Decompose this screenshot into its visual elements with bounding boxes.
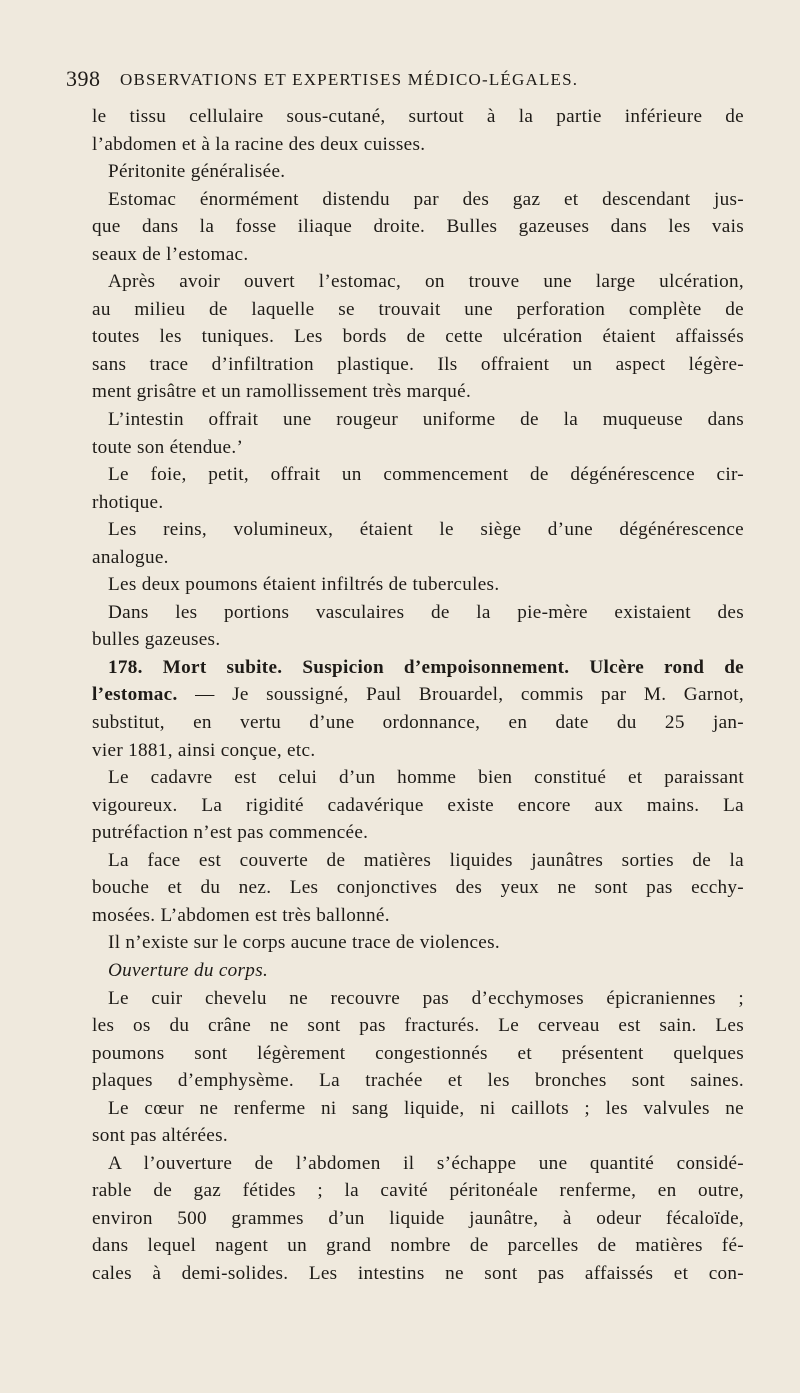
page-number: 398 [66, 66, 101, 91]
text-line: le tissu cellulaire sous-cutané, surtout à la partie inférieure de [92, 106, 744, 127]
text-line: ment grisâtre et un ramollissement très marqué. [92, 381, 472, 403]
text-line: seaux de l’estomac. [92, 243, 249, 265]
text-line: Les reins, volumineux, étaient le siège d’une dégénérescence [108, 519, 744, 541]
text-line [92, 681, 744, 709]
text-line: Dans les portions vasculaires de la pie-mère existaient des [108, 601, 744, 623]
text-line: dans lequel nagent un grand nombre de parcelles de matières fé- [92, 1235, 744, 1257]
text-line: substitut, en vertu d’une ordonnance, en date du 25 jan- [92, 712, 744, 734]
text-line: bouche et du nez. Les conjonctives des yeux ne sont pas ecchy- [92, 877, 744, 899]
text-line: plaques d’emphysème. La trachée et les bronches sont saines. [92, 1070, 744, 1092]
text-line: L’intestin offrait une rougeur uniforme de la muqueuse dans [108, 409, 744, 431]
body-text [92, 103, 744, 1288]
case-heading [92, 654, 744, 682]
text-line: Les deux poumons étaient infiltrés de tubercules. [108, 574, 500, 596]
text-line: Péritonite généralisée. [108, 161, 286, 183]
text-line: La face est couverte de matières liquides jaunâtres sorties de la [108, 849, 744, 871]
text-line: mosées. L’abdomen est très ballonné. [92, 904, 390, 926]
text-line: Il n’existe sur le corps aucune trace de violences. [108, 932, 500, 954]
text-line: Après avoir ouvert l’estomac, on trouve une large ulcération, [108, 271, 744, 293]
case-intro: — Je soussigné, Paul Brouardel, commis par M. Garnot, [177, 684, 744, 706]
section-heading: Ouverture du corps. [108, 959, 269, 981]
text-line: l’abdomen et à la racine des deux cuisses. [92, 133, 426, 155]
text-line: putréfaction n’est pas commencée. [92, 822, 369, 844]
case-title: Mort subite. Suspicion d’empoisonnement. Ulcère rond de [162, 656, 744, 678]
text-line: poumons sont légèrement congestionnés et présentent quelques [92, 1042, 744, 1064]
running-title: OBSERVATIONS ET EXPERTISES MÉDICO-LÉGALES. [120, 70, 579, 89]
text-line: cales à demi-solides. Les intestins ne sont pas affaissés et con- [92, 1262, 744, 1284]
text-line: sont pas altérées. [92, 1125, 228, 1147]
case-title-end: l’estomac. [92, 684, 178, 706]
text-line: sans trace d’infiltration plastique. Ils offraient un aspect légère- [92, 353, 744, 375]
text-line: que dans la fosse iliaque droite. Bulles gazeuses dans les vais [92, 216, 744, 238]
text-line: environ 500 grammes d’un liquide jaunâtre, à odeur fécaloïde, [92, 1207, 744, 1229]
text-line: Le foie, petit, offrait un commencement de dégénérescence cir- [108, 464, 744, 486]
text-line: vier 1881, ainsi conçue, etc. [92, 739, 316, 761]
text-line: Le cœur ne renferme ni sang liquide, ni caillots ; les valvules ne [108, 1097, 744, 1119]
text-line: Le cuir chevelu ne recouvre pas d’ecchymoses épicraniennes ; [108, 987, 744, 1009]
page-header [0, 60, 800, 100]
text-line: analogue. [92, 546, 169, 568]
text-line: toute son étendue.’ [92, 436, 244, 458]
text-line: Estomac énormément distendu par des gaz et descendant jus- [108, 188, 744, 210]
text-line: vigoureux. La rigidité cadavérique existe encore aux mains. La [92, 794, 744, 816]
text-line: A l’ouverture de l’abdomen il s’échappe une quantité considé- [108, 1152, 744, 1174]
text-line: les os du crâne ne sont pas fracturés. Le cerveau est sain. Les [92, 1015, 744, 1037]
case-number: 178. [108, 656, 143, 678]
text-line: rable de gaz fétides ; la cavité péritonéale renferme, en outre, [92, 1180, 744, 1202]
text-line: au milieu de laquelle se trouvait une perforation complète de [92, 298, 744, 320]
text-line: rhotique. [92, 491, 164, 513]
text-line: Le cadavre est celui d’un homme bien constitué et paraissant [108, 767, 744, 789]
text-line: bulles gazeuses. [92, 629, 221, 651]
text-line: toutes les tuniques. Les bords de cette ulcération étaient affaissés [92, 326, 744, 348]
